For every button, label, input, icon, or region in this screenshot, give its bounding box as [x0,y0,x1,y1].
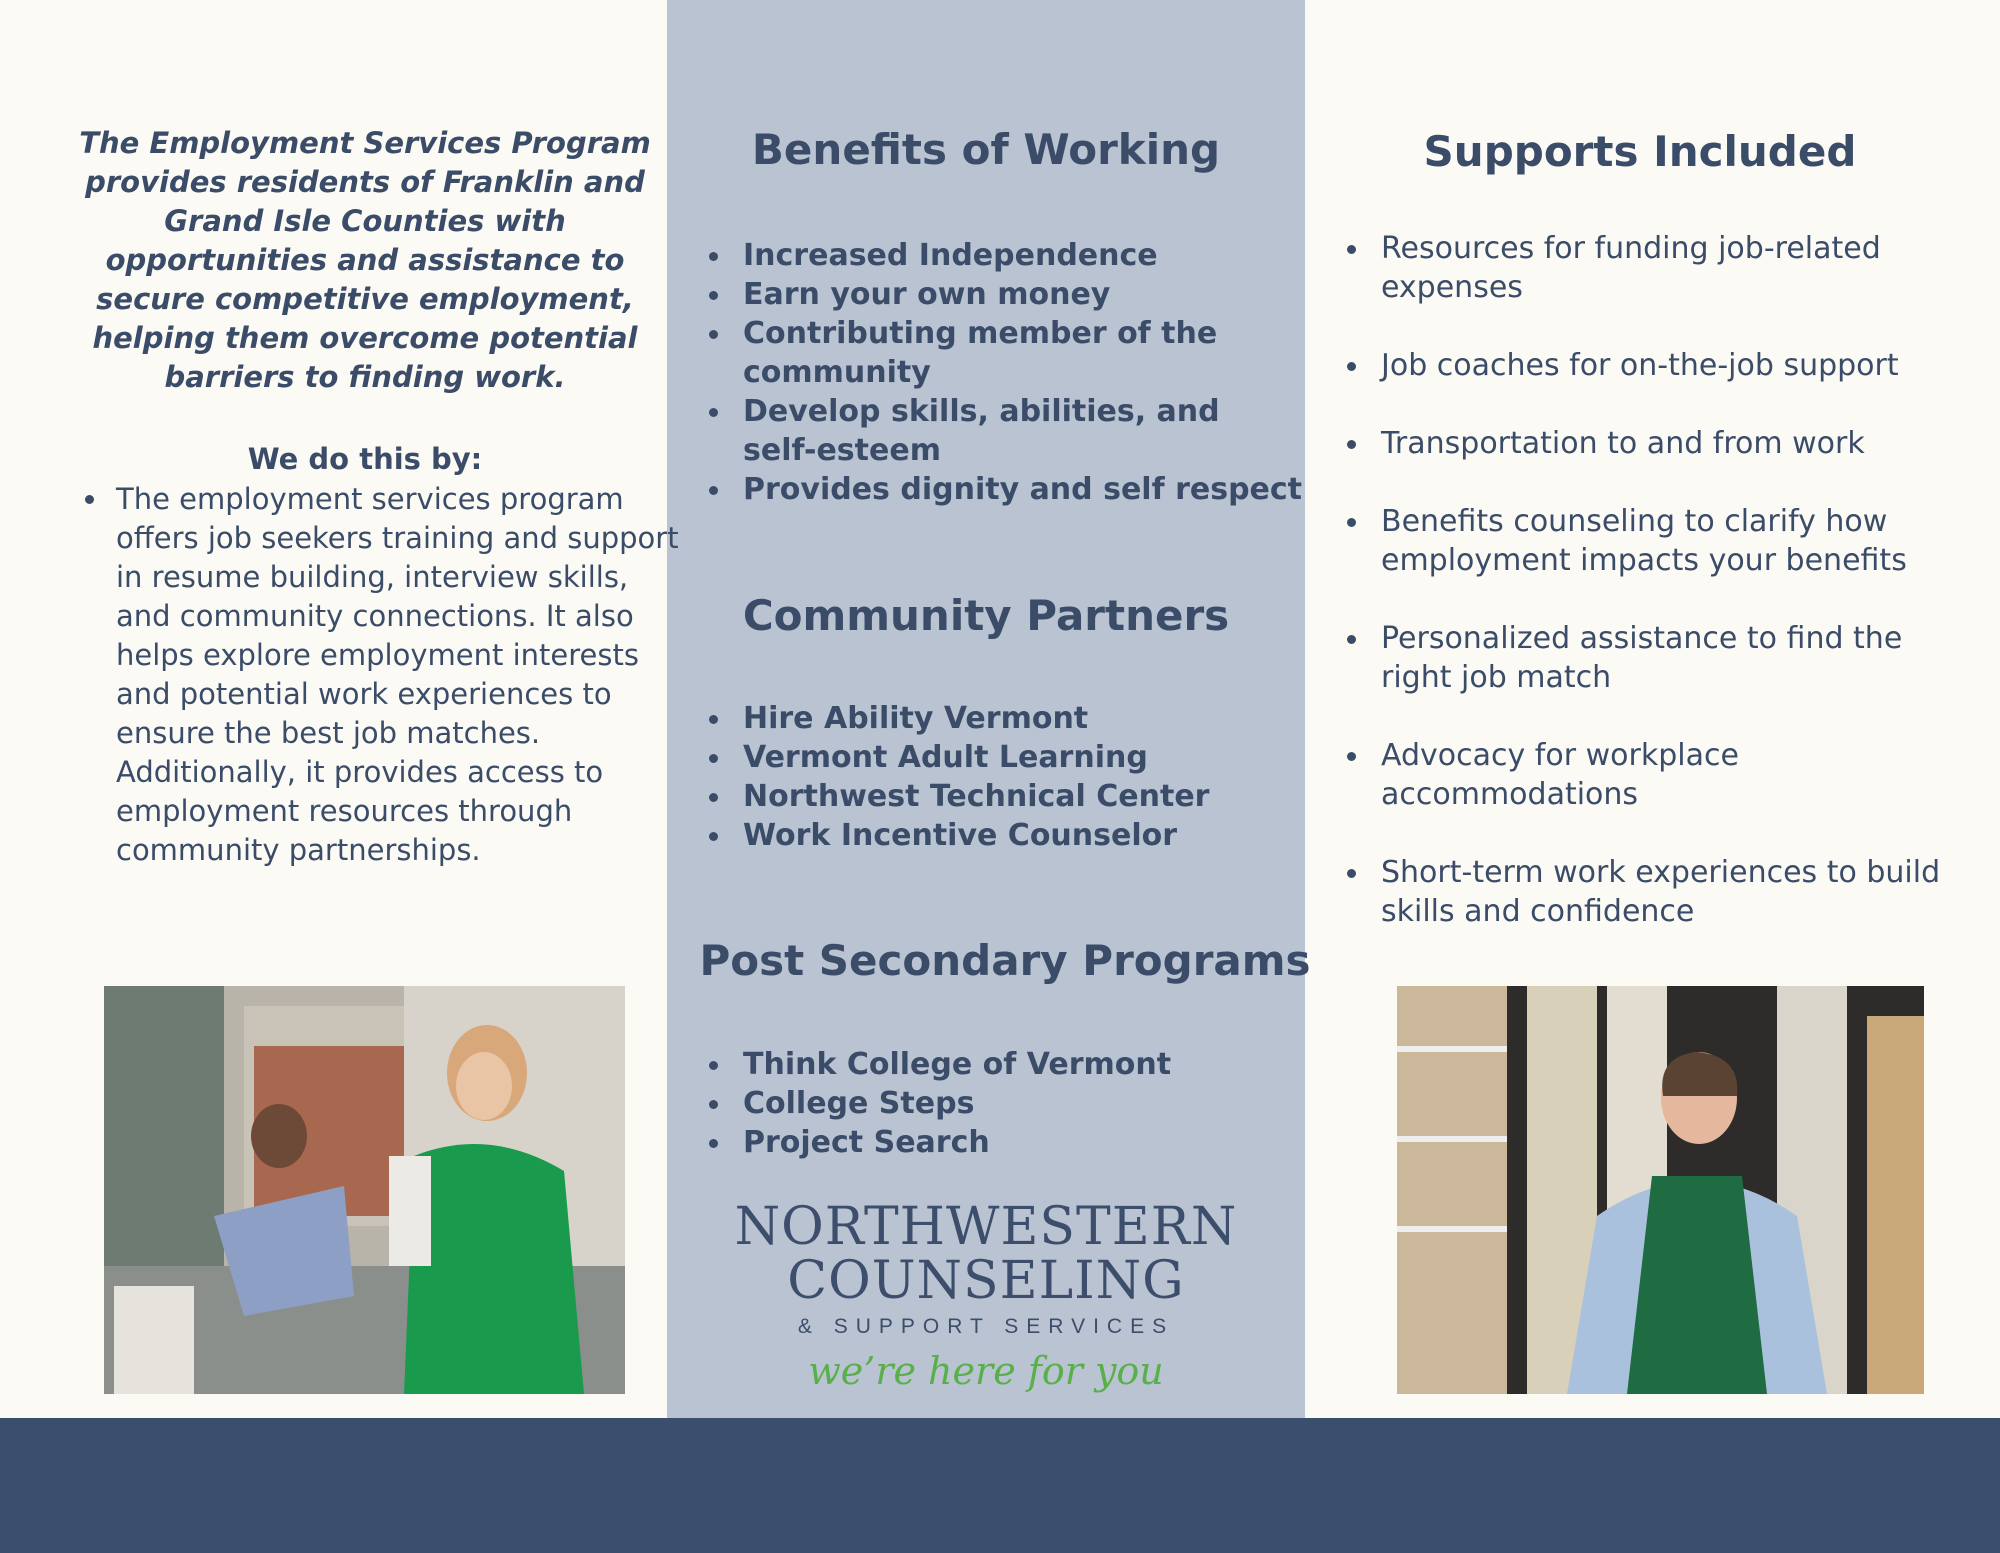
benefits-item: Develop skills, abilities, and self-esteem [743,392,1283,470]
post-secondary-item: Think College of Vermont [743,1045,1343,1084]
supports-item: Benefits counseling to clarify how employment impacts your benefits [1381,502,1971,580]
partners-list [667,699,1343,855]
post-secondary-list [667,1045,1343,1162]
benefits-item: Increased Independence [743,236,1343,275]
supports-item: Short-term work experiences to build skills and confidence [1381,855,1941,929]
supports-item: Personalized assistance to find the right job match [1381,619,1971,697]
logo-support-services: & SUPPORT SERVICES [797,1315,1175,1338]
benefits-list [667,236,1343,509]
benefits-item: Contributing member of the community [743,314,1253,392]
benefits-item: Provides dignity and self respect [743,470,1343,509]
benefits-heading: Benefits of Working [751,125,1221,174]
footer-band [0,1418,2000,1553]
logo-northwestern: NORTHWESTERN [734,1197,1238,1257]
post-secondary-item: College Steps [743,1084,1343,1123]
logo-counseling: COUNSELING [787,1251,1185,1311]
supports-item: Transportation to and from work [1381,424,2000,463]
post-secondary-heading: Post Secondary Programs [699,936,1311,985]
supports-heading: Supports Included [1423,127,1857,176]
partners-item: Work Incentive Counselor [743,816,1343,855]
partners-item: Northwest Technical Center [743,777,1343,816]
partners-item: Hire Ability Vermont [743,699,1343,738]
partners-item: Vermont Adult Learning [743,738,1343,777]
post-secondary-item: Project Search [743,1123,1343,1162]
partners-heading: Community Partners [742,591,1230,640]
we-do-list [70,480,686,870]
benefits-item: Earn your own money [743,275,1343,314]
supports-list [1305,229,2000,931]
supports-item: Job coaches for on-the-job support [1381,346,2000,385]
we-do-heading: We do this by: [247,442,483,476]
we-do-item: The employment services program offers job seekers training and support in resume building, interview skills, and community connections. It also helps explore employment interests and potential work experiences to ensure the best job matches. Additionally, it provides access to employment resources through community partnerships. [116,480,686,870]
grocery-worker-photo [1397,986,1924,1394]
office-photo [104,986,625,1394]
supports-item: Resources for funding job-related expenses [1381,229,1961,307]
program-intro: The Employment Services Program provides residents of Franklin and Grand Isle Counties with opportunities and assistance to secure competitive employment, helping them overcome potential barriers to finding work. [79,126,651,394]
logo-tagline: we’re here for you [808,1349,1164,1393]
supports-item: Advocacy for workplace accommodations [1381,736,1801,814]
